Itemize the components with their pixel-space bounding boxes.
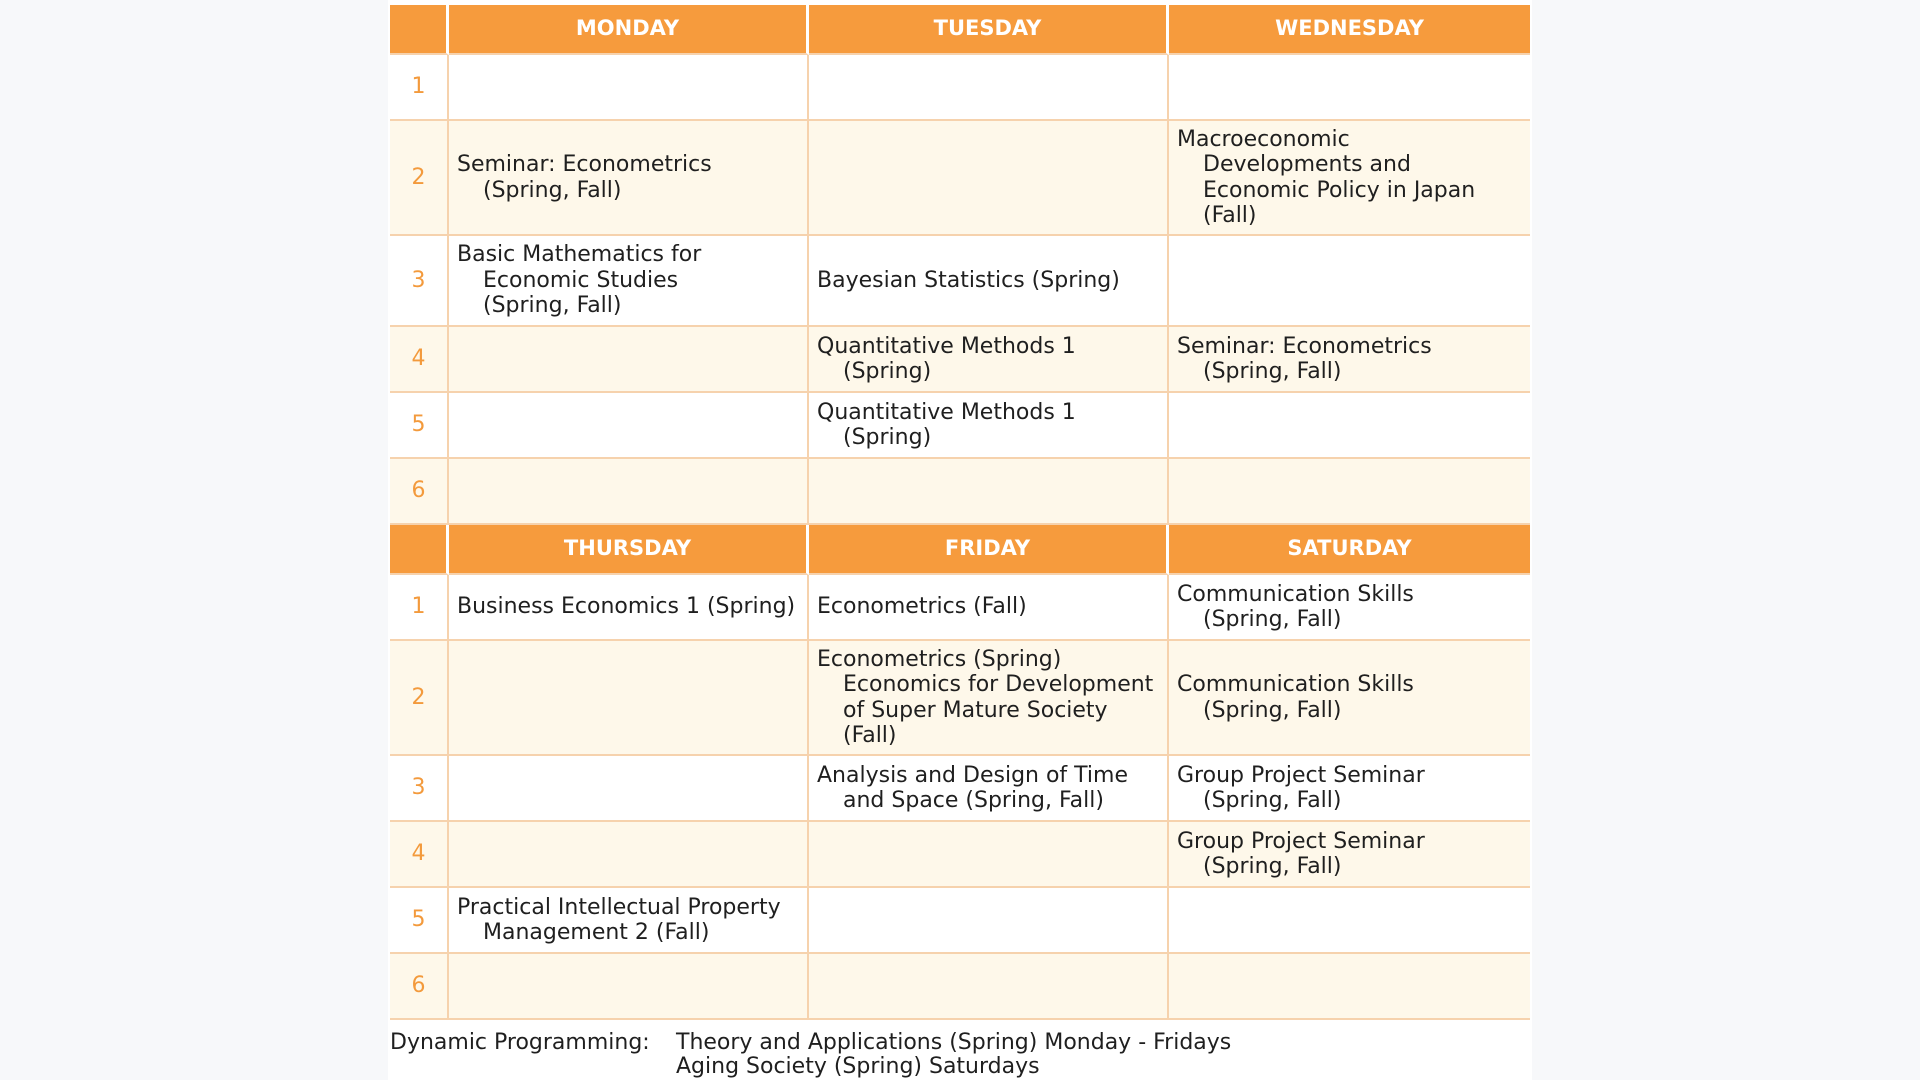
schedule-table-thu-sat — [390, 525, 1530, 1020]
course-entry: Quantitative Methods 1 (Spring) — [817, 399, 1076, 450]
period-number: 6 — [390, 459, 449, 525]
schedule-cell — [809, 822, 1169, 888]
schedule-cell — [1169, 954, 1530, 1020]
schedule-cell — [809, 459, 1169, 525]
period-number: 5 — [390, 393, 449, 459]
schedule-footnote — [390, 1031, 1231, 1079]
schedule-cell — [809, 641, 1169, 756]
period-number: 3 — [390, 756, 449, 822]
schedule-cell — [449, 121, 809, 236]
course-entry: Analysis and Design of Time and Space (Spring, Fall) — [817, 762, 1129, 813]
schedule-cell — [449, 756, 809, 822]
schedule-cell — [449, 888, 809, 954]
schedule-cell — [449, 55, 809, 121]
schedule-cell — [1169, 575, 1530, 641]
course-entry: Econometrics (Spring) Economics for Development of Super Mature Society (Fall) — [817, 646, 1154, 748]
schedule-cell — [809, 327, 1169, 393]
schedule-cell — [449, 236, 809, 327]
period-number: 3 — [390, 236, 449, 327]
course-entry: Group Project Seminar (Spring, Fall) — [1177, 762, 1425, 813]
schedule-cell — [1169, 55, 1530, 121]
schedule-cell — [809, 575, 1169, 641]
period-number: 4 — [390, 822, 449, 888]
schedule-cell — [1169, 121, 1530, 236]
day-header-monday: MONDAY — [449, 5, 809, 55]
footnote-line-1: Theory and Applications (Spring) Monday - Fridays — [676, 1030, 1232, 1055]
schedule-cell — [449, 327, 809, 393]
course-entry: Econometrics (Fall) — [817, 594, 1027, 620]
schedule-table-mon-wed — [390, 5, 1530, 525]
schedule-cell — [1169, 327, 1530, 393]
period-header-corner — [390, 5, 449, 55]
course-entry: Group Project Seminar (Spring, Fall) — [1177, 828, 1425, 879]
period-number: 2 — [390, 121, 449, 236]
period-number: 1 — [390, 575, 449, 641]
schedule-cell — [809, 121, 1169, 236]
schedule-cell — [809, 954, 1169, 1020]
day-header-tuesday: TUESDAY — [809, 5, 1169, 55]
day-header-friday: FRIDAY — [809, 525, 1169, 575]
course-entry: Communication Skills (Spring, Fall) — [1177, 581, 1414, 632]
schedule-cell — [449, 575, 809, 641]
course-entry: Business Economics 1 (Spring) — [457, 594, 796, 620]
course-entry: Quantitative Methods 1 (Spring) — [817, 333, 1076, 384]
schedule-cell — [1169, 756, 1530, 822]
course-entry: Practical Intellectual Property Management 2 (Fall) — [457, 894, 781, 945]
course-entry: Seminar: Econometrics (Spring, Fall) — [457, 152, 712, 203]
course-entry: Macroeconomic Developments and Economic Policy in Japan (Fall) — [1177, 126, 1476, 228]
period-header-corner — [390, 525, 449, 575]
day-header-wednesday: WEDNESDAY — [1169, 5, 1530, 55]
schedule-cell — [449, 459, 809, 525]
period-number: 4 — [390, 327, 449, 393]
course-entry: Seminar: Econometrics (Spring, Fall) — [1177, 333, 1432, 384]
timetable-page — [388, 0, 1532, 1080]
schedule-cell — [809, 236, 1169, 327]
schedule-cell — [809, 756, 1169, 822]
course-entry: Bayesian Statistics (Spring) — [817, 267, 1120, 293]
schedule-cell — [809, 393, 1169, 459]
schedule-cell — [1169, 236, 1530, 327]
period-number: 2 — [390, 641, 449, 756]
schedule-cell — [1169, 641, 1530, 756]
day-header-saturday: SATURDAY — [1169, 525, 1530, 575]
footnote-line-2: Aging Society (Spring) Saturdays — [676, 1054, 1040, 1079]
schedule-cell — [1169, 822, 1530, 888]
schedule-cell — [1169, 888, 1530, 954]
schedule-cell — [449, 954, 809, 1020]
period-number: 5 — [390, 888, 449, 954]
schedule-cell — [809, 888, 1169, 954]
course-entry: Basic Mathematics for Economic Studies (Spring, Fall) — [457, 242, 702, 319]
schedule-cell — [449, 393, 809, 459]
period-number: 1 — [390, 55, 449, 121]
footnote-label: Dynamic Programming: — [390, 1030, 650, 1055]
day-header-thursday: THURSDAY — [449, 525, 809, 575]
schedule-cell — [809, 55, 1169, 121]
period-number: 6 — [390, 954, 449, 1020]
schedule-cell — [449, 641, 809, 756]
course-entry: Communication Skills (Spring, Fall) — [1177, 672, 1414, 723]
schedule-cell — [1169, 459, 1530, 525]
schedule-cell — [1169, 393, 1530, 459]
schedule-cell — [449, 822, 809, 888]
